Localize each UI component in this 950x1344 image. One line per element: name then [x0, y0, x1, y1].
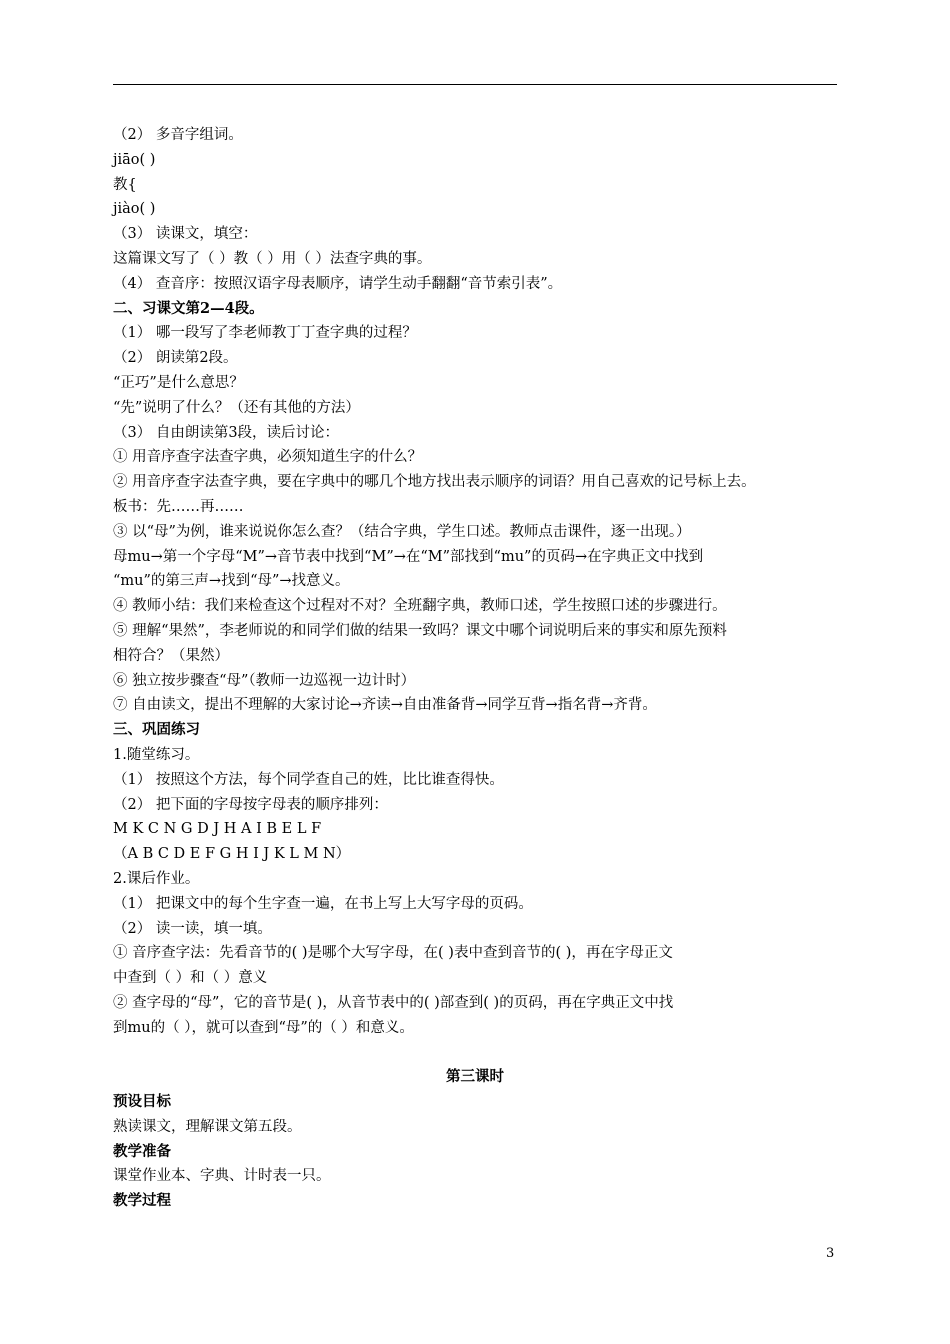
text-line: 母mu→第一个字母“M”→音节表中找到“M”→在“M”部找到“mu”的页码→在字典正文中找到 — [113, 548, 704, 565]
text-line: 到mu的（ ），就可以查到“母”的（ ）和意义。 — [113, 1019, 414, 1036]
text-line: ① 音序查字法：先看音节的( )是哪个大写字母，在( )表中查到音节的( )，再在字母正文 — [113, 945, 673, 962]
text-line: jiāo( ) — [113, 151, 156, 168]
text-line: ② 用音序查字法查字典，要在字典中的哪几个地方找出表示顺序的词语？用自己喜欢的记号标上去。 — [113, 474, 756, 491]
text-line: 这篇课文写了（ ）教（ ）用（ ）法查字典的事。 — [113, 250, 432, 267]
text-line: M K C N G D J H A I B E L F — [113, 821, 322, 838]
text-line: ④ 教师小结：我们来检查这个过程对不对？全班翻字典，教师口述，学生按照口述的步骤进行。 — [113, 598, 727, 615]
page-number: 3 — [826, 1246, 835, 1261]
text-line: （4） 查音序：按照汉语字母表顺序，请学生动手翻翻“音节索引表”。 — [113, 275, 563, 292]
text-line: （2） 多音字组词。 — [113, 127, 243, 143]
text-line: ⑦ 自由读文，提出不理解的大家讨论→齐读→自由准备背→同学互背→指名背→齐背。 — [113, 697, 657, 714]
text-line: ⑤ 理解“果然”，李老师说的和同学们做的结果一致吗？课文中哪个词说明后来的事实和原先预料 — [113, 622, 727, 639]
text-line: 1.随堂练习。 — [113, 746, 200, 763]
text-line: （3） 自由朗读第3段，读后讨论： — [113, 424, 340, 441]
text-line: 教{ — [113, 176, 137, 193]
text-line: 相符合？（果然） — [113, 647, 229, 664]
text-line: 课堂作业本、字典、计时表一只。 — [113, 1168, 331, 1185]
text-line: （1） 把课文中的每个生字查一遍，在书上写上大写字母的页码。 — [113, 895, 533, 912]
document-body — [113, 123, 848, 1214]
text-line: ③ 以“母”为例，谁来说说你怎么查？（结合字典，学生口述。教师点击课件，逐一出现。） — [113, 523, 691, 540]
text-line: （A B C D E F G H I J K L M N） — [113, 846, 351, 863]
section-heading: 教学准备 — [113, 1142, 171, 1160]
section-heading: 预设目标 — [113, 1093, 171, 1111]
text-line: （3） 读课文，填空： — [113, 226, 258, 243]
text-line: ① 用音序查字法查字典，必须知道生字的什么？ — [113, 449, 423, 466]
text-line: 板书：先……再…… — [113, 498, 244, 515]
header-rule — [113, 84, 837, 85]
section-heading: 教学过程 — [113, 1192, 171, 1210]
section-heading: 三、巩固练习 — [113, 721, 200, 739]
text-line: （1） 哪一段写了李老师教丁丁查字典的过程？ — [113, 325, 417, 342]
text-line: “正巧”是什么意思？ — [113, 374, 244, 391]
text-line: （2） 读一读，填一填。 — [113, 920, 272, 937]
text-line: “先”说明了什么？（还有其他的方法） — [113, 399, 360, 416]
section-heading: 第三课时 — [446, 1068, 504, 1086]
text-line: 中查到（ ）和（ ）意义 — [113, 970, 268, 987]
text-line: 熟读课文，理解课文第五段。 — [113, 1118, 302, 1135]
text-line: ⑥ 独立按步骤查“母”（教师一边巡视一边计时） — [113, 672, 416, 689]
text-line: （2） 朗读第2段。 — [113, 350, 238, 367]
text-line — [113, 1040, 848, 1065]
text-line: （2） 把下面的字母按字母表的顺序排列： — [113, 796, 388, 813]
text-line: jiào( ) — [113, 201, 156, 218]
text-line: （1） 按照这个方法，每个同学查自己的姓，比比谁查得快。 — [113, 771, 504, 788]
text-line: 2.课后作业。 — [113, 870, 200, 887]
section-heading: 二、习课文第2—4段。 — [113, 299, 264, 317]
text-line: ② 查字母的“母”，它的音节是( )，从音节表中的( )部查到( )的页码，再在字典正文中找 — [113, 994, 674, 1011]
text-line: “mu”的第三声→找到“母”→找意义。 — [113, 573, 350, 590]
